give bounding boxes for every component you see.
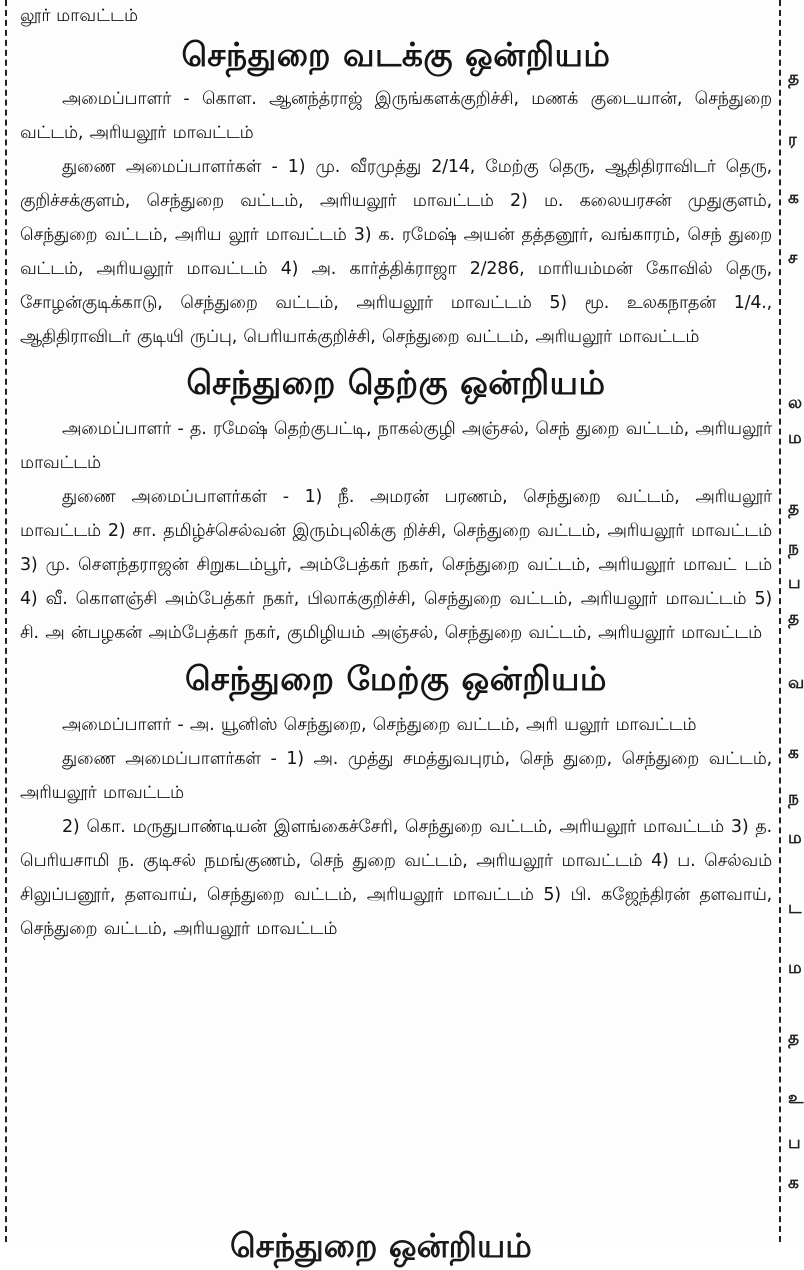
section-title: செந்துறை தெற்கு ஒன்றியம் xyxy=(186,363,606,402)
deputy-organisers-continued-paragraph: 2) கொ. மருதுபாண்டியன் இளங்கைச்சேரி, செந்துறை வட்டம், அரியலூர் மாவட்டம் 3) த. பெரியசாமி ந. குடிசல் நமங்குணம், செந் துறை வட்டம், அரியலூர் மாவட்டம் 4) ப. செல்வம் சிலுப்பனூர், தளவாய், செந்துறை வட்டம், அரியலூர் மாவட்டம் 5) பி. கஜேந்திரன் தளவாய், செந்துறை வட்டம், அரியலூர் மாவட்டம் xyxy=(20,817,772,939)
continued-text-line: லூர் மாவட்டம் xyxy=(20,6,139,26)
fragment-char: க xyxy=(788,743,799,763)
fragment-char: ப xyxy=(788,573,801,593)
fragment-char: த xyxy=(788,498,800,518)
section-west-union xyxy=(20,650,772,946)
fragment-char: ப xyxy=(788,1133,801,1153)
right-dashed-border xyxy=(779,0,781,1242)
left-dashed-border xyxy=(5,0,7,1242)
fragment-char: க xyxy=(788,188,799,208)
fragment-char: ம xyxy=(788,828,802,848)
fragment-char: ச xyxy=(788,248,798,268)
section-title: செந்துறை மேற்கு ஒன்றியம் xyxy=(185,659,607,698)
fragment-char: வ xyxy=(788,673,804,693)
fragment-char: ம xyxy=(788,428,802,448)
section-north-union xyxy=(20,32,772,354)
fragment-char: ட xyxy=(788,898,802,918)
fragment-char: ர xyxy=(788,130,797,150)
fragment-char: த xyxy=(788,68,800,88)
fragment-char: ல xyxy=(788,393,803,413)
next-section-title-cut: செந்துறை ஒன்றியம் xyxy=(230,1226,532,1265)
fragment-char: த xyxy=(788,1028,800,1048)
organiser-paragraph: அமைப்பாளர் - த. ரமேஷ் தெற்குபட்டி, நாகல்குழி அஞ்சல், செந் துறை வட்டம், அரியலூர் மாவட்டம் xyxy=(20,419,772,473)
article-column xyxy=(20,0,772,946)
deputy-organisers-paragraph: துணை அமைப்பாளர்கள் - 1) நீ. அமரன் பரணம், செந்துறை வட்டம், அரியலூர் மாவட்டம் 2) சா. தமிழ்ச்செல்வன் இரும்புலிக்கு றிச்சி, செந்துறை வட்டம், அரியலூர் மாவட்டம் 3) மு. சௌந்தராஜன் சிறுகடம்பூர், அம்பேத்கர் நகர், செந்துறை வட்டம், அரியலூர் மாவட் டம் 4) வீ. கொளஞ்சி அம்பேத்கர் நகர், பிலாக்குறிச்சி, செந்துறை வட்டம், அரியலூர் மாவட்டம் 5) சி. அ ன்பழகன் அம்பேத்கர் நகர், குமிழியம் அஞ்சல், செந்துறை வட்டம், அரியலூர் மாவட்டம் xyxy=(20,487,772,643)
fragment-char: ந xyxy=(788,538,799,558)
organiser-paragraph: அமைப்பாளர் - கொள. ஆனந்த்ராஜ் இருங்களக்குறிச்சி, மணக் குடையான், செந்துறை வட்டம், அரியலூர் மாவட்டம் xyxy=(20,89,772,143)
fragment-char: க xyxy=(788,1173,799,1193)
section-south-union xyxy=(20,354,772,650)
section-title: செந்துறை வடக்கு ஒன்றியம் xyxy=(181,35,611,74)
organiser-paragraph: அமைப்பாளர் - அ. யூனிஸ் செந்துறை, செந்துறை வட்டம், அரி யலூர் மாவட்டம் xyxy=(62,715,697,735)
fragment-char: ந xyxy=(788,788,799,808)
deputy-organisers-paragraph: துணை அமைப்பாளர்கள் - 1) மு. வீரமுத்து 2/14, மேற்கு தெரு, ஆதிதிராவிடர் தெரு, குறிச்சக்குளம், செந்துறை வட்டம், அரியலூர் மாவட்டம் 2) ம. கலையரசன் முதுகுளம், செந்துறை வட்டம், அரிய லூர் மாவட்டம் 3) க. ரமேஷ் அயன் தத்தனூர், வங்காரம், செந் துறை வட்டம், அரியலூர் மாவட்டம் 4) அ. கார்த்திக்ராஜா 2/286, மாரியம்மன் கோவில் தெரு, சோழன்குடிக்காடு, செந்துறை வட்டம், அரியலூர் மாவட்டம் 5) மூ. உலகநாதன் 1/4., ஆதிதிராவிடர் குடியி ருப்பு, பெரியாக்குறிச்சி, செந்துறை வட்டம், அரியலூர் மாவட்டம் xyxy=(20,157,772,347)
adjacent-column-fragment xyxy=(786,0,804,1242)
fragment-char: உ xyxy=(788,1088,804,1108)
deputy-organisers-paragraph: துணை அமைப்பாளர்கள் - 1) அ. முத்து சமத்துவபுரம், செந் துறை, செந்துறை வட்டம், அரியலூர் மாவட்டம் xyxy=(20,749,772,803)
fragment-char: ம xyxy=(788,958,802,978)
fragment-char: த xyxy=(788,608,800,628)
